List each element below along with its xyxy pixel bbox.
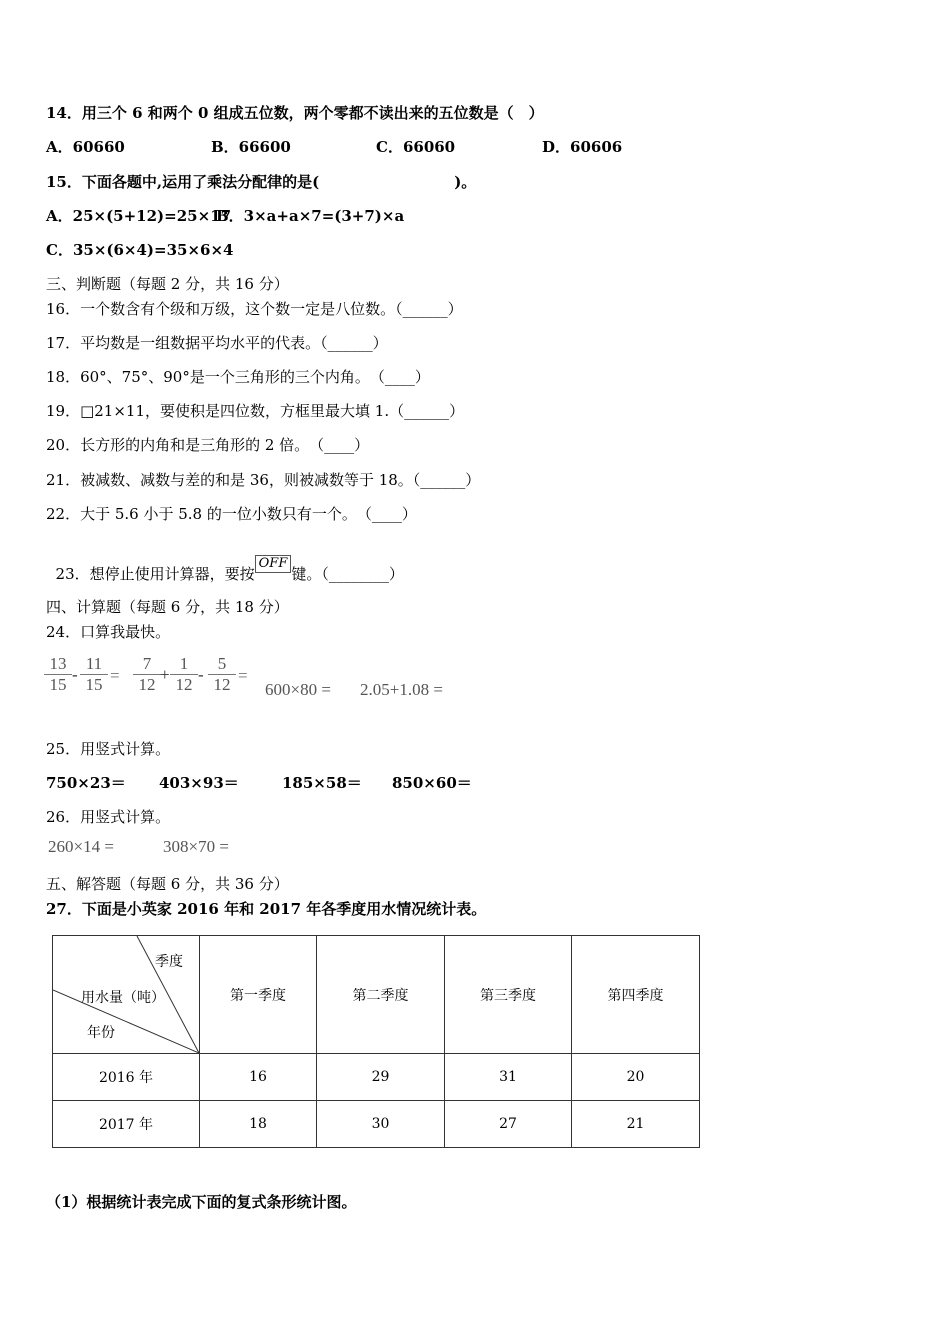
table-cell: 20 xyxy=(572,1054,700,1101)
table-cell: 30 xyxy=(317,1101,445,1148)
q23-text-after: 键。（________） xyxy=(291,565,404,583)
plus-sign: + xyxy=(160,665,170,684)
q14-option-a: A．60660 xyxy=(46,138,125,156)
q24: 24．口算我最快。 xyxy=(46,623,171,641)
q25-item-1: 750×23＝ xyxy=(46,774,126,792)
q23-text-before: 23．想停止使用计算器，要按 xyxy=(55,565,255,583)
expr-600x80: 600×80 = xyxy=(265,680,331,699)
table-cell: 18 xyxy=(200,1101,317,1148)
table-cell: 21 xyxy=(572,1101,700,1148)
corner-usage-label: 用水量（吨） xyxy=(81,990,165,1006)
q15-option-c: C．35×(6×4)=35×6×4 xyxy=(46,241,234,259)
fraction-numerator: 7 xyxy=(133,654,161,675)
equals-sign: = xyxy=(238,666,248,685)
table-cell: 29 xyxy=(317,1054,445,1101)
header-q1: 第一季度 xyxy=(200,936,317,1054)
water-usage-table xyxy=(52,935,700,1148)
q15-option-a: A．25×(5+12)=25×17 xyxy=(46,207,232,225)
fraction-7-12 xyxy=(133,654,161,695)
fraction-5-12 xyxy=(208,654,236,695)
q17: 17．平均数是一组数据平均水平的代表。（______） xyxy=(46,334,388,352)
section5-title: 五、解答题（每题 6 分，共 36 分） xyxy=(46,875,289,893)
q14-option-d: D．60606 xyxy=(542,138,623,156)
equals-sign: = xyxy=(110,666,120,685)
fraction-11-15 xyxy=(80,654,108,695)
fraction-numerator: 1 xyxy=(170,654,198,675)
row-year: 2017 年 xyxy=(53,1101,200,1148)
q26-item-1: 260×14 = xyxy=(48,837,114,856)
header-q4: 第四季度 xyxy=(572,936,700,1054)
expr-2.05-plus-1.08: 2.05+1.08 = xyxy=(360,680,443,699)
table-corner-cell xyxy=(53,936,200,1054)
q16: 16．一个数含有个级和万级，这个数一定是八位数。（______） xyxy=(46,300,463,318)
fraction-numerator: 13 xyxy=(44,654,72,675)
q18: 18．60°、75°、90°是一个三角形的三个内角。 （____） xyxy=(46,368,430,386)
q14-stem: 14．用三个 6 和两个 0 组成五位数，两个零都不读出来的五位数是（ ） xyxy=(46,104,544,122)
q15-stem: 15．下面各题中,运用了乘法分配律的是( )。 xyxy=(46,173,477,191)
q21: 21．被减数、减数与差的和是 36，则被减数等于 18。（______） xyxy=(46,471,481,489)
q25-item-2: 403×93＝ xyxy=(159,774,239,792)
q23 xyxy=(46,537,404,584)
fraction-denominator: 15 xyxy=(49,675,67,694)
q25: 25．用竖式计算。 xyxy=(46,740,171,758)
row-year: 2016 年 xyxy=(53,1054,200,1101)
table-header-row xyxy=(53,936,700,1054)
header-q2: 第二季度 xyxy=(317,936,445,1054)
q22: 22．大于 5.6 小于 5.8 的一位小数只有一个。 （____） xyxy=(46,505,417,523)
fraction-numerator: 5 xyxy=(208,654,236,675)
table-cell: 16 xyxy=(200,1054,317,1101)
q26-item-2: 308×70 = xyxy=(163,837,229,856)
q27-sub1: （1）根据统计表完成下面的复式条形统计图。 xyxy=(46,1193,357,1211)
corner-season-label: 季度 xyxy=(155,954,183,970)
table-row xyxy=(53,1101,700,1148)
q26: 26．用竖式计算。 xyxy=(46,808,171,826)
q14-option-b: B．66600 xyxy=(211,138,291,156)
section3-title: 三、判断题（每题 2 分，共 16 分） xyxy=(46,275,289,293)
q25-item-4: 850×60＝ xyxy=(392,774,472,792)
off-key-icon: OFF xyxy=(255,555,292,573)
table-row xyxy=(53,1054,700,1101)
corner-year-label: 年份 xyxy=(87,1025,115,1041)
q27: 27．下面是小英家 2016 年和 2017 年各季度用水情况统计表。 xyxy=(46,900,487,918)
minus-sign: - xyxy=(198,665,204,684)
q25-item-3: 185×58＝ xyxy=(282,774,362,792)
q20: 20．长方形的内角和是三角形的 2 倍。 （____） xyxy=(46,436,370,454)
fraction-denominator: 12 xyxy=(138,675,156,694)
fraction-1-12 xyxy=(170,654,198,695)
table-cell: 31 xyxy=(445,1054,572,1101)
q14-option-c: C．66060 xyxy=(376,138,456,156)
fraction-numerator: 11 xyxy=(80,654,108,675)
fraction-denominator: 12 xyxy=(175,675,193,694)
section4-title: 四、计算题（每题 6 分，共 18 分） xyxy=(46,598,289,616)
fraction-denominator: 15 xyxy=(85,675,103,694)
minus-sign: - xyxy=(72,665,78,684)
table-cell: 27 xyxy=(445,1101,572,1148)
header-q3: 第三季度 xyxy=(445,936,572,1054)
q15-option-b: B．3×a+a×7=(3+7)×a xyxy=(216,207,405,225)
q19: 19．□21×11，要使积是四位数，方框里最大填 1.（______） xyxy=(46,402,465,420)
fraction-denominator: 12 xyxy=(213,675,231,694)
fraction-13-15 xyxy=(44,654,72,695)
